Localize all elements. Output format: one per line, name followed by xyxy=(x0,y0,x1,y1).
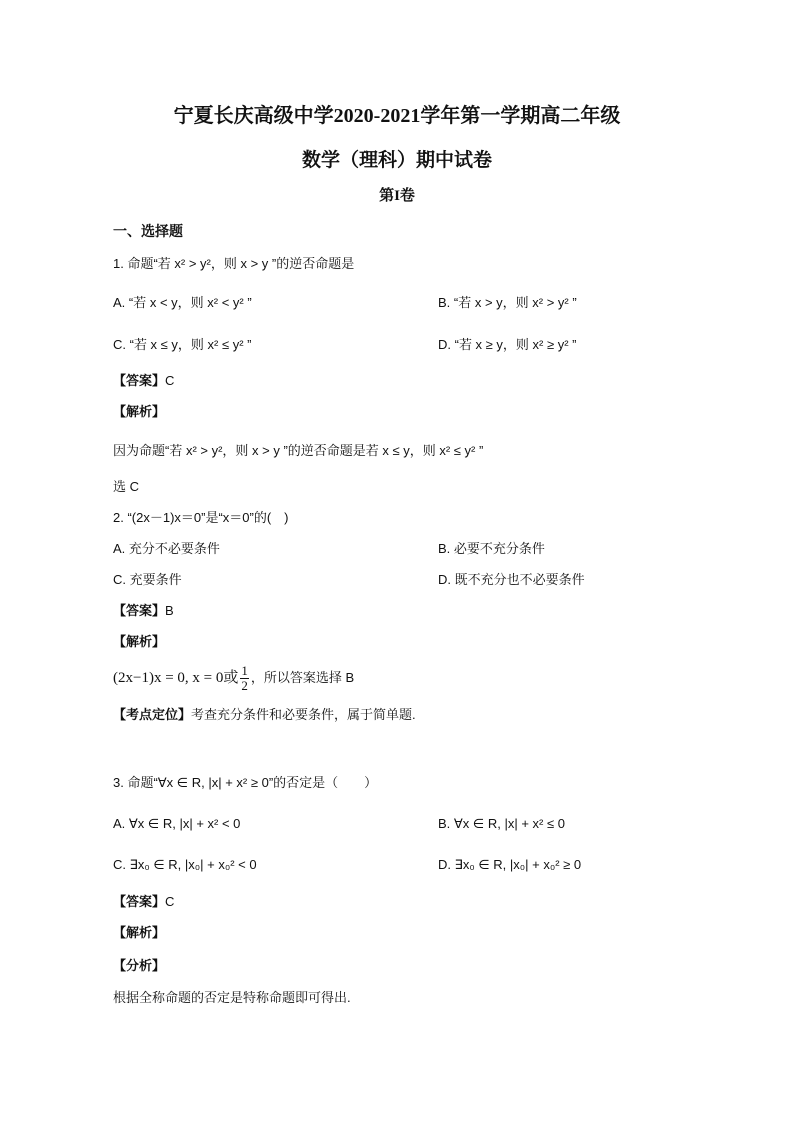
q1-option-c: C. “若 x ≤ y，则 x² ≤ y² ” xyxy=(113,337,252,352)
q1-option-a: A. “若 x < y，则 x² < y² ” xyxy=(113,295,252,310)
exam-subtitle: 数学（理科）期中试卷 xyxy=(301,150,492,171)
q3-option-d: D. ∃x₀ ∈ R, |x₀| + x₀² ≥ 0 xyxy=(438,857,582,872)
q2-kaodian xyxy=(113,705,416,725)
q1-option-b: B. “若 x > y，则 x² > y² ” xyxy=(438,295,577,310)
answer-tag: 【答案】 xyxy=(113,373,166,388)
analysis-math: (2x−1)x = 0, x = 0或 xyxy=(113,670,239,686)
kaodian-tag: 【考点定位】 xyxy=(113,707,192,722)
answer-value: C xyxy=(165,373,175,388)
volume-label: 第I卷 xyxy=(379,188,415,204)
q1-choice: 选 C xyxy=(113,479,140,494)
q3-option-a: A. ∀x ∈ R, |x| + x² < 0 xyxy=(113,816,241,831)
exam-title: 宁夏长庆高级中学2020-2021学年第一学期高二年级 xyxy=(173,105,621,127)
q3-option-b: B. ∀x ∈ R, |x| + x² ≤ 0 xyxy=(438,816,565,831)
answer-value: B xyxy=(165,603,174,618)
q1-analysis: 因为命题“若 x² > y²，则 x > y ”的逆否命题是若 x ≤ y，则 x² ≤ y² ” xyxy=(113,443,484,458)
q2-option-b: B. 必要不充分条件 xyxy=(438,541,545,556)
q2-analysis xyxy=(113,662,354,694)
fraction-denominator: 2 xyxy=(241,677,248,693)
q2-answer xyxy=(113,601,174,621)
q1-analysis-tag: 【解析】 xyxy=(113,404,166,419)
q2-option-a: A. 充分不必要条件 xyxy=(113,541,220,556)
q2-analysis-tag: 【解析】 xyxy=(113,634,166,649)
q2-option-c: C. 充要条件 xyxy=(113,572,182,587)
q3-fenxi-tag: 【分析】 xyxy=(113,958,166,973)
q1-option-d: D. “若 x ≥ y，则 x² ≥ y² ” xyxy=(438,337,577,352)
q3-stem: 3. 命题“∀x ∈ R, |x| + x² ≥ 0”的否定是（ ） xyxy=(113,775,378,790)
analysis-rest: ，所以答案选择 B xyxy=(250,670,355,685)
answer-tag: 【答案】 xyxy=(113,603,166,618)
q3-analysis-tag: 【解析】 xyxy=(113,925,166,940)
q2-stem: 2. “(2x－1)x＝0”是“x＝0”的( ) xyxy=(113,510,289,525)
q3-fenxi: 根据全称命题的否定是特称命题即可得出. xyxy=(113,990,351,1005)
section-heading: 一、选择题 xyxy=(113,223,183,239)
q3-option-c: C. ∃x₀ ∈ R, |x₀| + x₀² < 0 xyxy=(113,857,257,872)
q1-stem: 1. 命题“若 x² > y²，则 x > y ”的逆否命题是 xyxy=(113,256,355,271)
fraction-numerator: 1 xyxy=(241,662,248,678)
q3-answer xyxy=(113,892,174,912)
fraction xyxy=(240,664,249,693)
answer-value: C xyxy=(165,894,175,909)
answer-tag: 【答案】 xyxy=(113,894,166,909)
kaodian-text: 考查充分条件和必要条件，属于简单题. xyxy=(191,707,416,722)
q2-option-d: D. 既不充分也不必要条件 xyxy=(438,572,585,587)
q1-answer xyxy=(113,371,174,391)
